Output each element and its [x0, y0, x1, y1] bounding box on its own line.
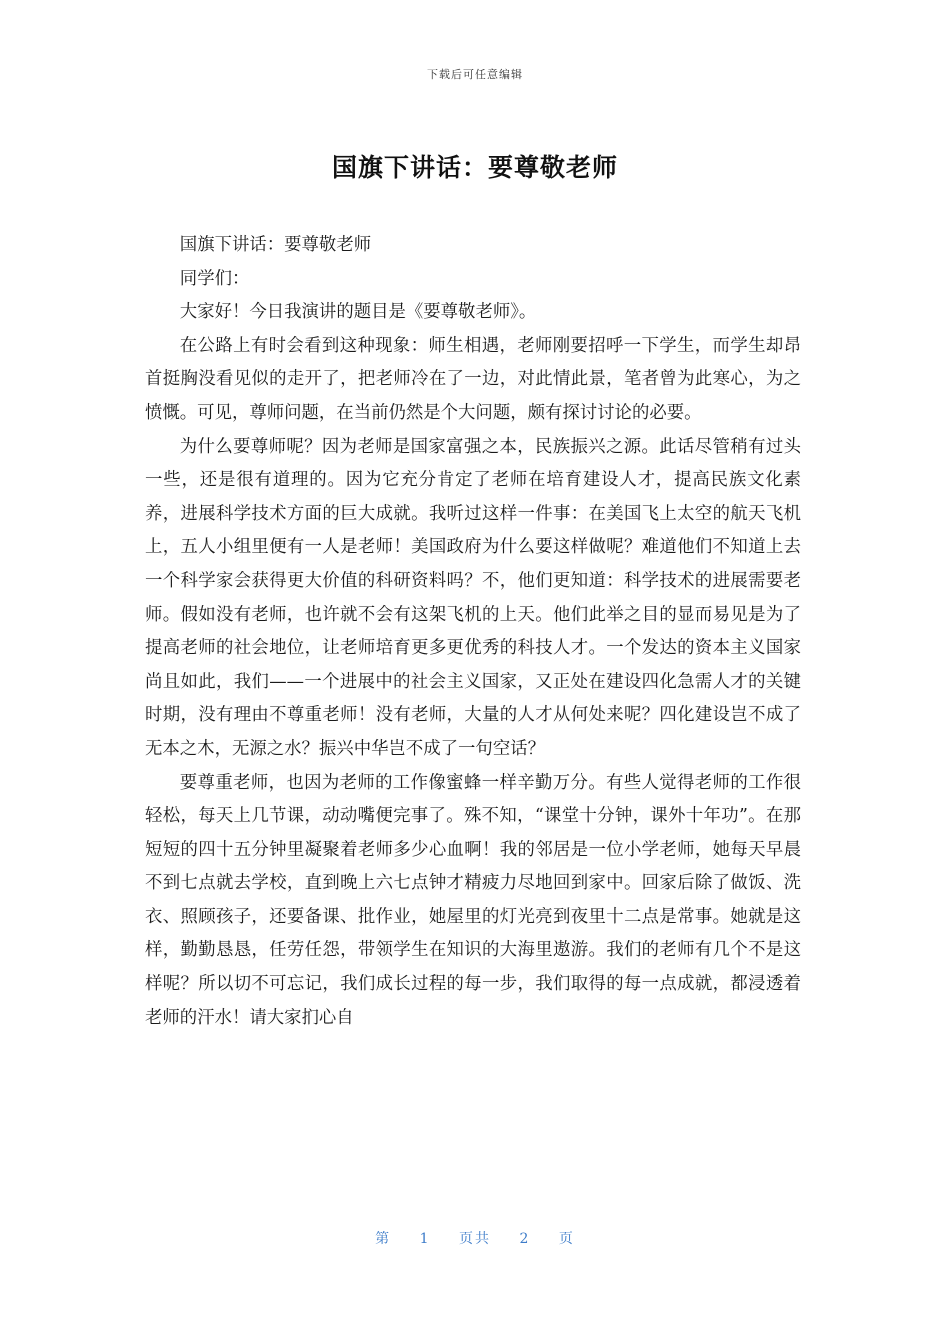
paragraph-salutation: 同学们： [179, 268, 250, 289]
paragraph-subtitle: 国旗下讲话：要尊敬老师 [179, 235, 372, 255]
paragraph-body: 为什么要尊师呢？因为老师是国家富强之本，民族振兴之源。此话尽管稍有过头一些，还是很有道理的。因为它充分肯定了老师在培育建设人才，提高民族文化素养，进展科学技术方面的巨大成就。我听过这样一件事：在美国飞上太空的航天飞机上，五人小组里便有一人是老师！美国政府为什么要这样做呢？难道他们不知道上去一个科学家会获得更大价值的科研资料吗？不，他们更知道：科学技术的进展需要老师。假如没有老师，也许就不会有这架飞机的上天。他们此举之目的显而易见是为了提高老师的社会地位，让老师培育更多更优秀的科技人才。一个发达的资本主义国家尚且如此，我们——一个进展中的社会主义国家，又正处在建设四化急需人才的关键时期，没有理由不尊重老师！没有老师，大量的人才从何处来呢？四化建设岂不成了无本之木，无源之水？振兴中华岂不成了一句空话？ [145, 436, 801, 759]
footer-label-of: 页共 [459, 1231, 491, 1247]
paragraph-greeting: 大家好！今日我演讲的题目是《要尊敬老师》。 [179, 302, 537, 323]
document-title: 国旗下讲话：要尊敬老师 [331, 153, 618, 182]
page-footer [0, 1228, 950, 1248]
paragraph-body: 要尊重老师，也因为老师的工作像蜜蜂一样辛勤万分。有些人觉得老师的工作很轻松，每天上几节课，动动嘴便完事了。殊不知，“课堂十分钟，课外十年功”。在那短短的四十五分钟里凝聚着老师多少心血啊！我的邻居是一位小学老师，她每天早晨不到七点就去学校，直到晚上六七点钟才精疲力尽地回到家中。回家后除了做饭、洗衣、照顾孩子，还要备课、批作业，她屋里的灯光亮到夜里十二点是常事。她就是这样，勤勤恳恳，任劳任怨，带领学生在知识的大海里遨游。我们的老师有几个不是这样呢？所以切不可忘记，我们成长过程的每一步，我们取得的每一点成就，都浸透着老师的汗水！请大家扪心自 [145, 772, 801, 1028]
document-body [145, 229, 801, 1035]
header-note: 下载后可任意编辑 [427, 68, 523, 81]
footer-label-end: 页 [558, 1231, 575, 1247]
footer-label-page: 第 [375, 1231, 392, 1247]
footer-total-pages: 2 [519, 1231, 531, 1247]
footer-current-page: 1 [419, 1231, 431, 1247]
paragraph-body: 在公路上有时会看到这种现象：师生相遇，老师刚要招呼一下学生，而学生却昂首挺胸没看见似的走开了，把老师冷在了一边，对此情此景，笔者曾为此寒心，为之愤慨。可见，尊师问题，在当前仍然是个大问题，颇有探讨讨论的必要。 [145, 335, 801, 423]
